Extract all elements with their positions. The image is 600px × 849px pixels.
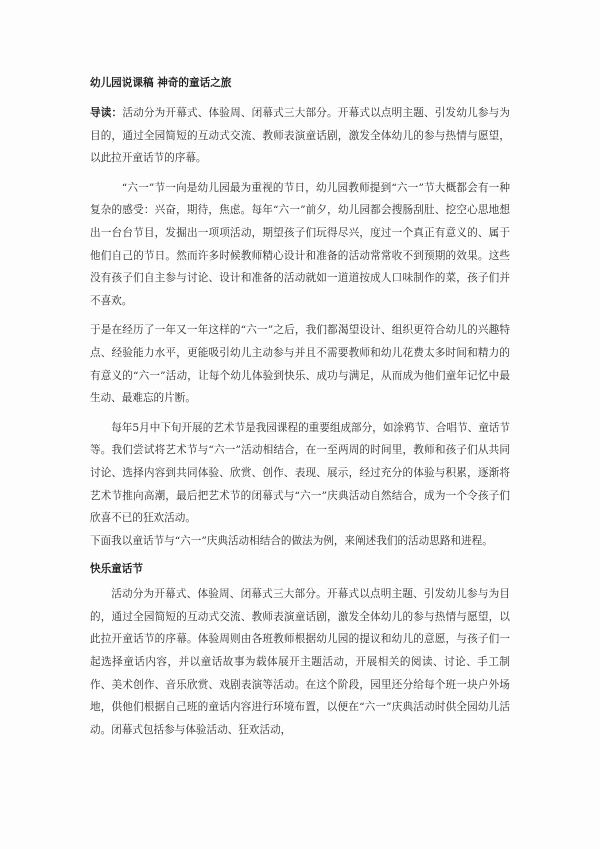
paragraph-art-festival: 每年5月中下旬开展的艺术节是我园课程的重要组成部分，如涂鸦节、合唱节、童话节等。我们尝试将艺术节与“六一”活动相结合，在一至两周的时间里，教师和孩子们从共同讨论、选择内容到共同体验、欣赏、创作、表现、展示，经过充分的体验与积累，逐渐将艺术节推向高潮，最后把艺术节的闭幕式与“六一”庆典活动自然结合，成为一个令孩子们欣喜不已的狂欢活动。 <box>90 421 510 525</box>
document-title: 幼儿园说课稿 神奇的童话之旅 <box>90 77 232 89</box>
paragraph-holiday-feelings: “六一”节一向是幼儿园最为重视的节日，幼儿园教师提到“六一”节大概都会有一种复杂的感受：兴奋，期待，焦虑。每年“六一”前夕，幼儿园都会搜肠刮肚、挖空心思地想出一台台节目，发掘出一项项活动，期望孩子们玩得尽兴，度过一个真正有意义的、属于他们自己的节日。然而许多时候教师精心设计和准备的活动常常收不到预期的效果。这些没有孩子们自主参与讨论、设计和准备的活动就如一道道按成人口味制作的菜，孩子们并不喜欢。 <box>90 181 510 307</box>
document-body <box>90 76 510 748</box>
paragraph-example-intro: 下面我以童话节与“六一”庆典活动相结合的做法为例，来阐述我们的活动思路和进程。 <box>90 534 493 547</box>
intro-label: 导读： <box>90 107 123 119</box>
intro-paragraph <box>90 102 510 170</box>
intro-text: 活动分为开幕式、体验周、闭幕式三大部分。开幕式以点明主题、引发幼儿参与为目的，通过全园简短的互动式交流、教师表演童话剧，激发全体幼儿的参与热情与愿望，以此拉开童话节的序幕。 <box>90 107 511 165</box>
section-paragraph: 活动分为开幕式、体验周、闭幕式三大部分。开幕式以点明主题、引发幼儿参与为目的，通过全园简短的互动式交流、教师表演童话剧，激发全体幼儿的参与热情与愿望，以此拉开童话节的序幕。体验周则由各班教师根据幼儿园的提议和幼儿的意愿，与孩子们一起选择童话内容，并以童话故事为载体展开主题活动，开展相关的阅读、讨论、手工制作、美术创作、音乐欣赏、戏剧表演等活动。在这个阶段，园里还分给每个班一块户外场地，供他们根据自己班的童话内容进行环境布置，以便在“六一”庆典活动时供全园幼儿活动。闭幕式包括参与体验活动、狂欢活动， <box>90 588 510 736</box>
section-title: 快乐童话节 <box>90 563 143 576</box>
paragraph-activity-goals: 于是在经历了一年又一年这样的“六一”之后，我们都渴望设计、组织更符合幼儿的兴趣特点、经验能力水平，更能吸引幼儿主动参与并且不需要教师和幼儿花费太多时间和精力的有意义的“六一”活动，让每个幼儿体验到快乐、成功与满足，从而成为他们童年记忆中最生动、最难忘的片断。 <box>90 324 510 405</box>
